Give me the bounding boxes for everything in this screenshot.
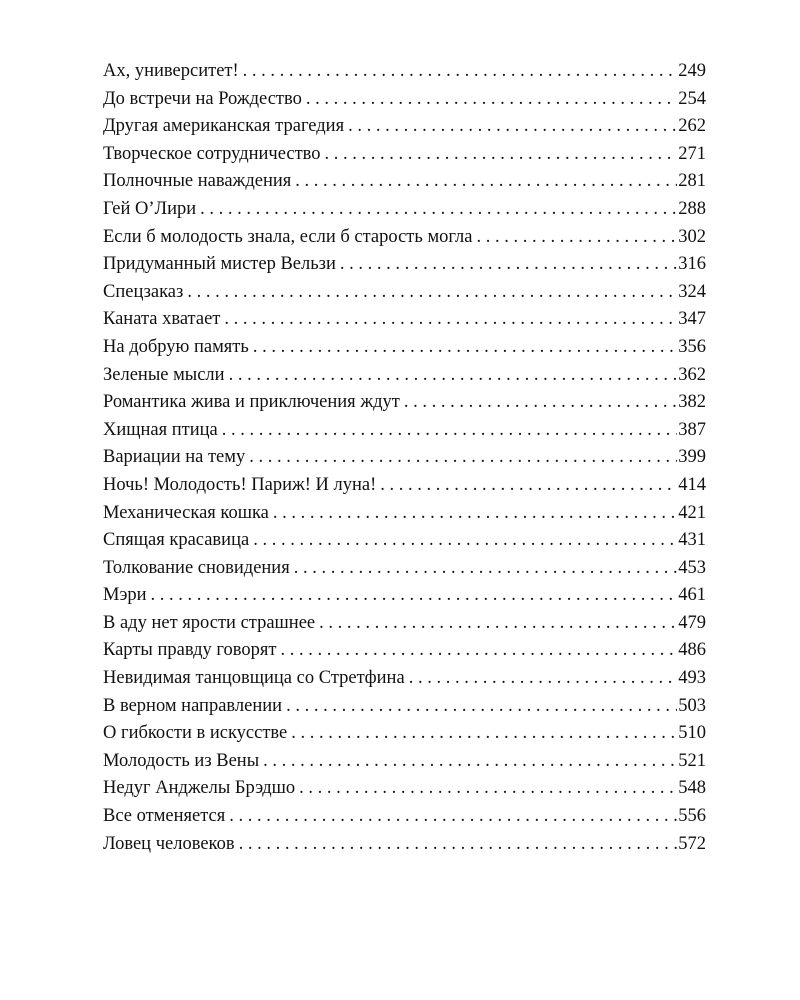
toc-entry-title: Спящая красавица <box>103 530 250 551</box>
toc-entry-page: 262 <box>678 116 706 137</box>
toc-entry-title: Зеленые мысли <box>103 364 225 385</box>
toc-entry[interactable] <box>103 113 706 141</box>
toc-leader-dots <box>218 417 678 445</box>
toc-entry-page: 271 <box>678 143 706 164</box>
toc-leader-dots <box>400 389 677 417</box>
toc-leader-dots <box>291 168 677 196</box>
toc-leader-dots <box>235 831 678 859</box>
toc-entry-page: 479 <box>678 612 706 633</box>
toc-leader-dots <box>295 775 677 803</box>
toc-entry-title: Гей О’Лири <box>103 198 197 219</box>
toc-entry-page: 288 <box>678 198 706 219</box>
toc-entry-page: 572 <box>678 833 706 854</box>
toc-entry-title: Ловец человеков <box>103 833 235 854</box>
toc-entry[interactable] <box>103 444 706 472</box>
toc-entry-page: 548 <box>678 778 706 799</box>
toc-entry[interactable] <box>103 582 706 610</box>
toc-entry-title: Невидимая танцовщица со Стретфина <box>103 668 405 689</box>
toc-entry[interactable] <box>103 610 706 638</box>
toc-leader-dots <box>183 279 677 307</box>
toc-leader-dots <box>302 86 677 114</box>
toc-leader-dots <box>287 720 677 748</box>
toc-entry[interactable] <box>103 334 706 362</box>
toc-entry-page: 453 <box>678 557 706 578</box>
toc-entry-page: 387 <box>678 419 706 440</box>
toc-entry[interactable] <box>103 251 706 279</box>
toc-entry-title: На добрую память <box>103 336 249 357</box>
toc-leader-dots <box>473 224 678 252</box>
toc-entry-page: 316 <box>678 254 706 275</box>
toc-entry-title: Придуманный мистер Вельзи <box>103 254 336 275</box>
toc-entry-page: 493 <box>678 668 706 689</box>
toc-leader-dots <box>344 113 677 141</box>
toc-entry-page: 324 <box>678 281 706 302</box>
toc-entry-page: 347 <box>678 309 706 330</box>
toc-entry-page: 503 <box>678 695 706 716</box>
toc-leader-dots <box>376 472 677 500</box>
toc-entry[interactable] <box>103 831 706 859</box>
toc-entry-title: Карты правду говорят <box>103 640 277 661</box>
toc-entry-title: О гибкости в искусстве <box>103 723 288 744</box>
toc-entry-page: 414 <box>678 474 706 495</box>
toc-entry-title: Творческое сотрудничество <box>103 143 321 164</box>
toc-entry-page: 399 <box>678 447 706 468</box>
toc-entry-page: 281 <box>678 171 706 192</box>
table-of-contents <box>103 58 706 858</box>
toc-entry-page: 356 <box>678 336 706 357</box>
toc-leader-dots <box>290 555 678 583</box>
toc-entry[interactable] <box>103 389 706 417</box>
toc-entry-title: Вариации на тему <box>103 447 246 468</box>
toc-entry-page: 486 <box>678 640 706 661</box>
toc-entry-title: Все отменяется <box>103 806 226 827</box>
toc-leader-dots <box>245 444 677 472</box>
toc-entry-title: Толкование сновидения <box>103 557 290 578</box>
toc-entry[interactable] <box>103 803 706 831</box>
toc-entry[interactable] <box>103 775 706 803</box>
toc-entry-title: В аду нет ярости страшнее <box>103 612 316 633</box>
toc-leader-dots <box>249 334 677 362</box>
toc-leader-dots <box>249 527 677 555</box>
toc-leader-dots <box>147 582 678 610</box>
toc-entry[interactable] <box>103 196 706 224</box>
toc-entry[interactable] <box>103 58 706 86</box>
toc-entry-title: До встречи на Рождество <box>103 88 302 109</box>
toc-leader-dots <box>220 306 677 334</box>
toc-entry-title: Молодость из Вены <box>103 750 260 771</box>
toc-entry[interactable] <box>103 637 706 665</box>
toc-leader-dots <box>336 251 677 279</box>
toc-entry-title: Хищная птица <box>103 419 218 440</box>
toc-entry[interactable] <box>103 224 706 252</box>
toc-leader-dots <box>405 665 678 693</box>
toc-leader-dots <box>225 803 677 831</box>
toc-entry[interactable] <box>103 141 706 169</box>
toc-entry-title: Ах, университет! <box>103 61 239 81</box>
toc-leader-dots <box>276 637 677 665</box>
toc-entry-page: 302 <box>678 226 706 247</box>
toc-leader-dots <box>239 58 678 86</box>
toc-entry[interactable] <box>103 500 706 528</box>
toc-entry-title: Каната хватает <box>103 309 221 330</box>
toc-entry-title: Мэри <box>103 585 147 606</box>
toc-leader-dots <box>315 610 677 638</box>
toc-entry-page: 254 <box>678 88 706 109</box>
toc-entry[interactable] <box>103 748 706 776</box>
toc-entry[interactable] <box>103 279 706 307</box>
toc-entry[interactable] <box>103 417 706 445</box>
toc-entry-page: 421 <box>678 502 706 523</box>
toc-entry[interactable] <box>103 693 706 721</box>
toc-entry-title: Полночные наваждения <box>103 171 292 192</box>
toc-entry-page: 556 <box>678 806 706 827</box>
toc-entry-title: В верном направлении <box>103 695 283 716</box>
toc-entry[interactable] <box>103 362 706 390</box>
toc-leader-dots <box>196 196 677 224</box>
toc-entry[interactable] <box>103 306 706 334</box>
toc-entry-title: Если б молодость знала, если б старость могла <box>103 226 473 247</box>
toc-entry-title: Ночь! Молодость! Париж! И луна! <box>103 474 377 495</box>
toc-entry[interactable] <box>103 168 706 196</box>
toc-entry-title: Другая американская трагедия <box>103 116 345 137</box>
toc-entry-page: 382 <box>678 392 706 413</box>
toc-leader-dots <box>259 748 677 776</box>
toc-entry-page: 249 <box>678 61 706 81</box>
toc-leader-dots <box>282 693 677 721</box>
toc-entry-page: 461 <box>678 585 706 606</box>
toc-entry[interactable] <box>103 665 706 693</box>
toc-entry-page: 431 <box>678 530 706 551</box>
toc-leader-dots <box>269 500 677 528</box>
toc-entry-page: 521 <box>678 750 706 771</box>
toc-entry[interactable] <box>103 86 706 114</box>
toc-entry[interactable] <box>103 527 706 555</box>
toc-entry-title: Недуг Анджелы Брэдшо <box>103 778 296 799</box>
toc-entry-title: Спецзаказ <box>103 281 184 302</box>
toc-leader-dots <box>225 362 678 390</box>
toc-entry-page: 362 <box>678 364 706 385</box>
toc-entry-title: Механическая кошка <box>103 502 269 523</box>
toc-leader-dots <box>321 141 678 169</box>
toc-entry[interactable] <box>103 720 706 748</box>
toc-entry[interactable] <box>103 555 706 583</box>
toc-entry-page: 510 <box>678 723 706 744</box>
toc-entry[interactable] <box>103 472 706 500</box>
toc-entry-title: Романтика жива и приключения ждут <box>103 392 400 413</box>
